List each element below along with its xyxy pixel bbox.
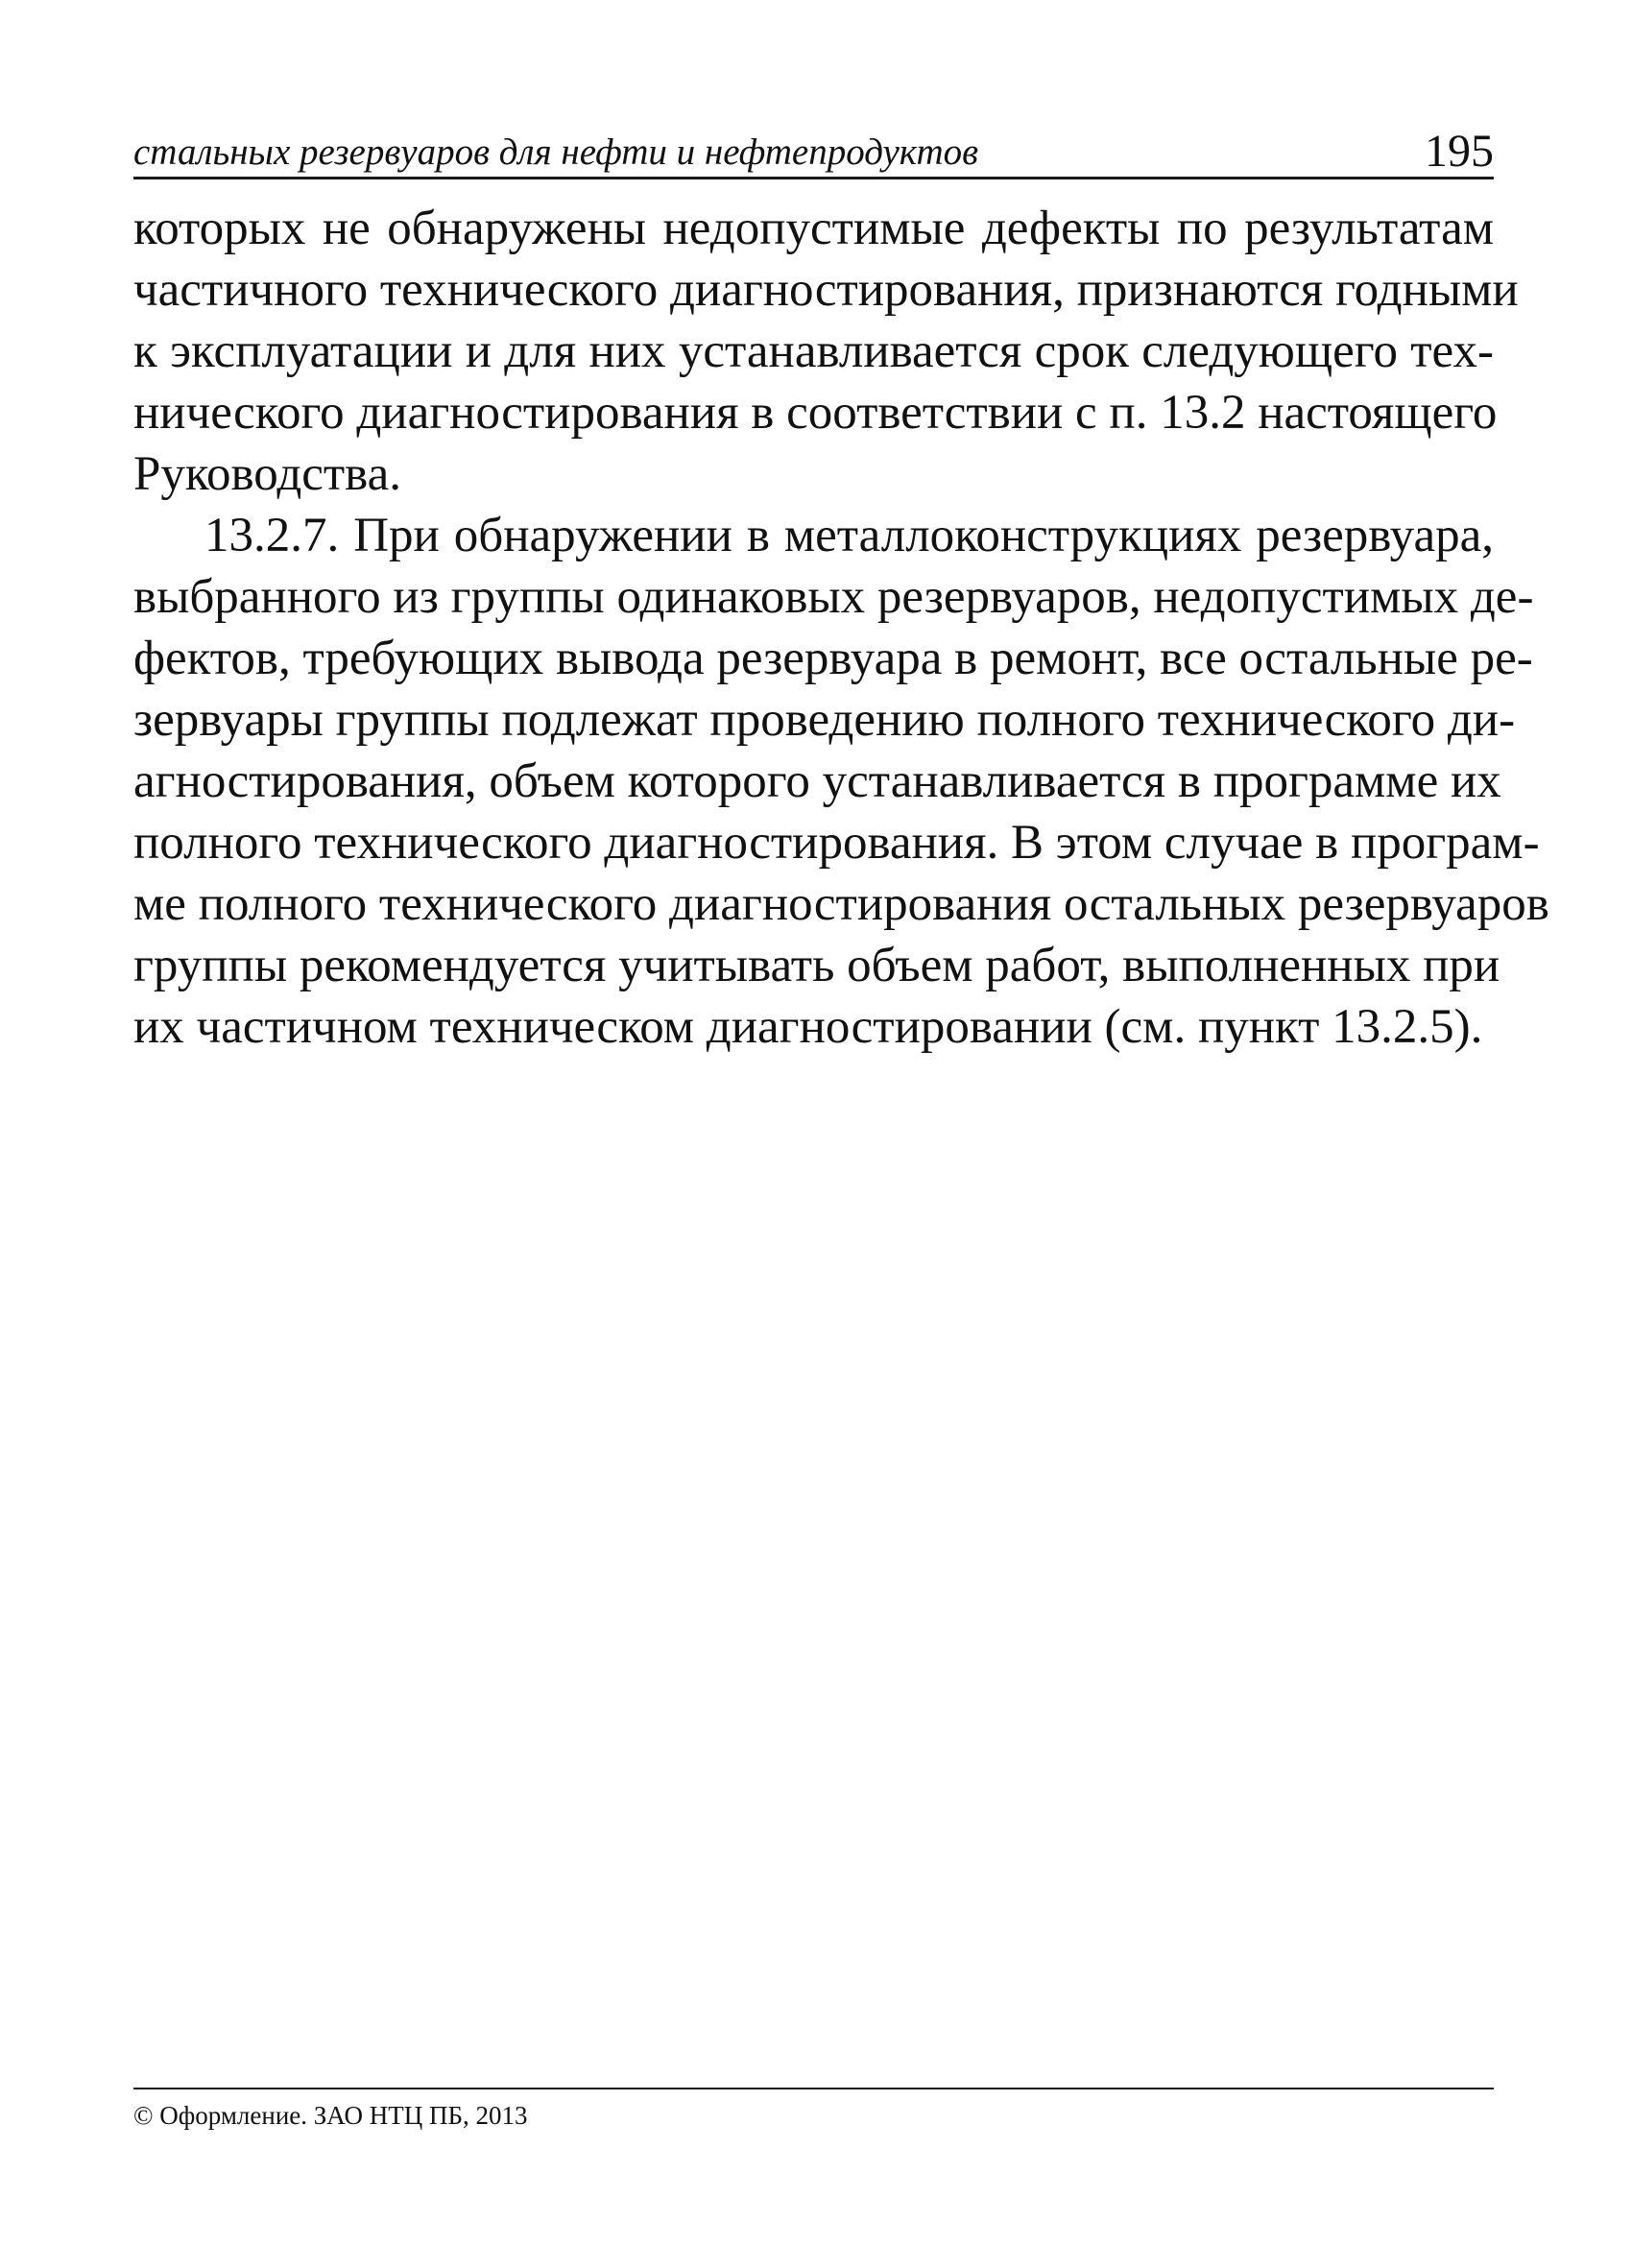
text-line: зервуары группы подлежат проведению полного технического ди- xyxy=(133,693,1516,747)
running-title: стальных резервуаров для нефти и нефтепродуктов xyxy=(133,131,979,173)
paragraph-2 xyxy=(133,505,1549,1058)
paragraph-1 xyxy=(133,198,1519,505)
copyright-notice: © Оформление. ЗАО НТЦ ПБ, 2013 xyxy=(133,2101,528,2130)
text-line: которых не обнаружены недопустимые дефекты по результатам xyxy=(133,202,1494,255)
body-text xyxy=(133,198,1549,1058)
text-line: фектов, требующих вывода резервуара в ремонт, все остальные ре- xyxy=(133,632,1533,685)
text-line: Руководства. xyxy=(133,447,401,501)
text-line: нического диагностирования в соответствии с п. 13.2 настоящего xyxy=(133,386,1498,440)
text-line: к эксплуатации и для них устанавливается срок следующего тех- xyxy=(133,324,1494,378)
text-line: частичного технического диагностирования, признаются годными xyxy=(133,263,1519,317)
text-line: их частичном техническом диагностировании (см. пункт 13.2.5). xyxy=(133,1000,1483,1054)
text-line: полного технического диагностирования. В этом случае в програм- xyxy=(133,816,1540,870)
text-line: выбранного из группы одинаковых резервуаров, недопустимых де- xyxy=(133,570,1534,624)
text-line: ме полного технического диагностирования остальных резервуаров xyxy=(133,877,1549,931)
page-header xyxy=(133,127,1494,179)
text-line: 13.2.7. При обнаружении в металлоконструкциях резервуара, xyxy=(204,509,1494,562)
text-line: агностирования, объем которого устанавливается в программе их xyxy=(133,754,1501,808)
footer-rule xyxy=(133,2088,1494,2089)
page-number: 195 xyxy=(1425,126,1494,177)
text-line: группы рекомендуется учитывать объем работ, выполненных при xyxy=(133,939,1500,992)
